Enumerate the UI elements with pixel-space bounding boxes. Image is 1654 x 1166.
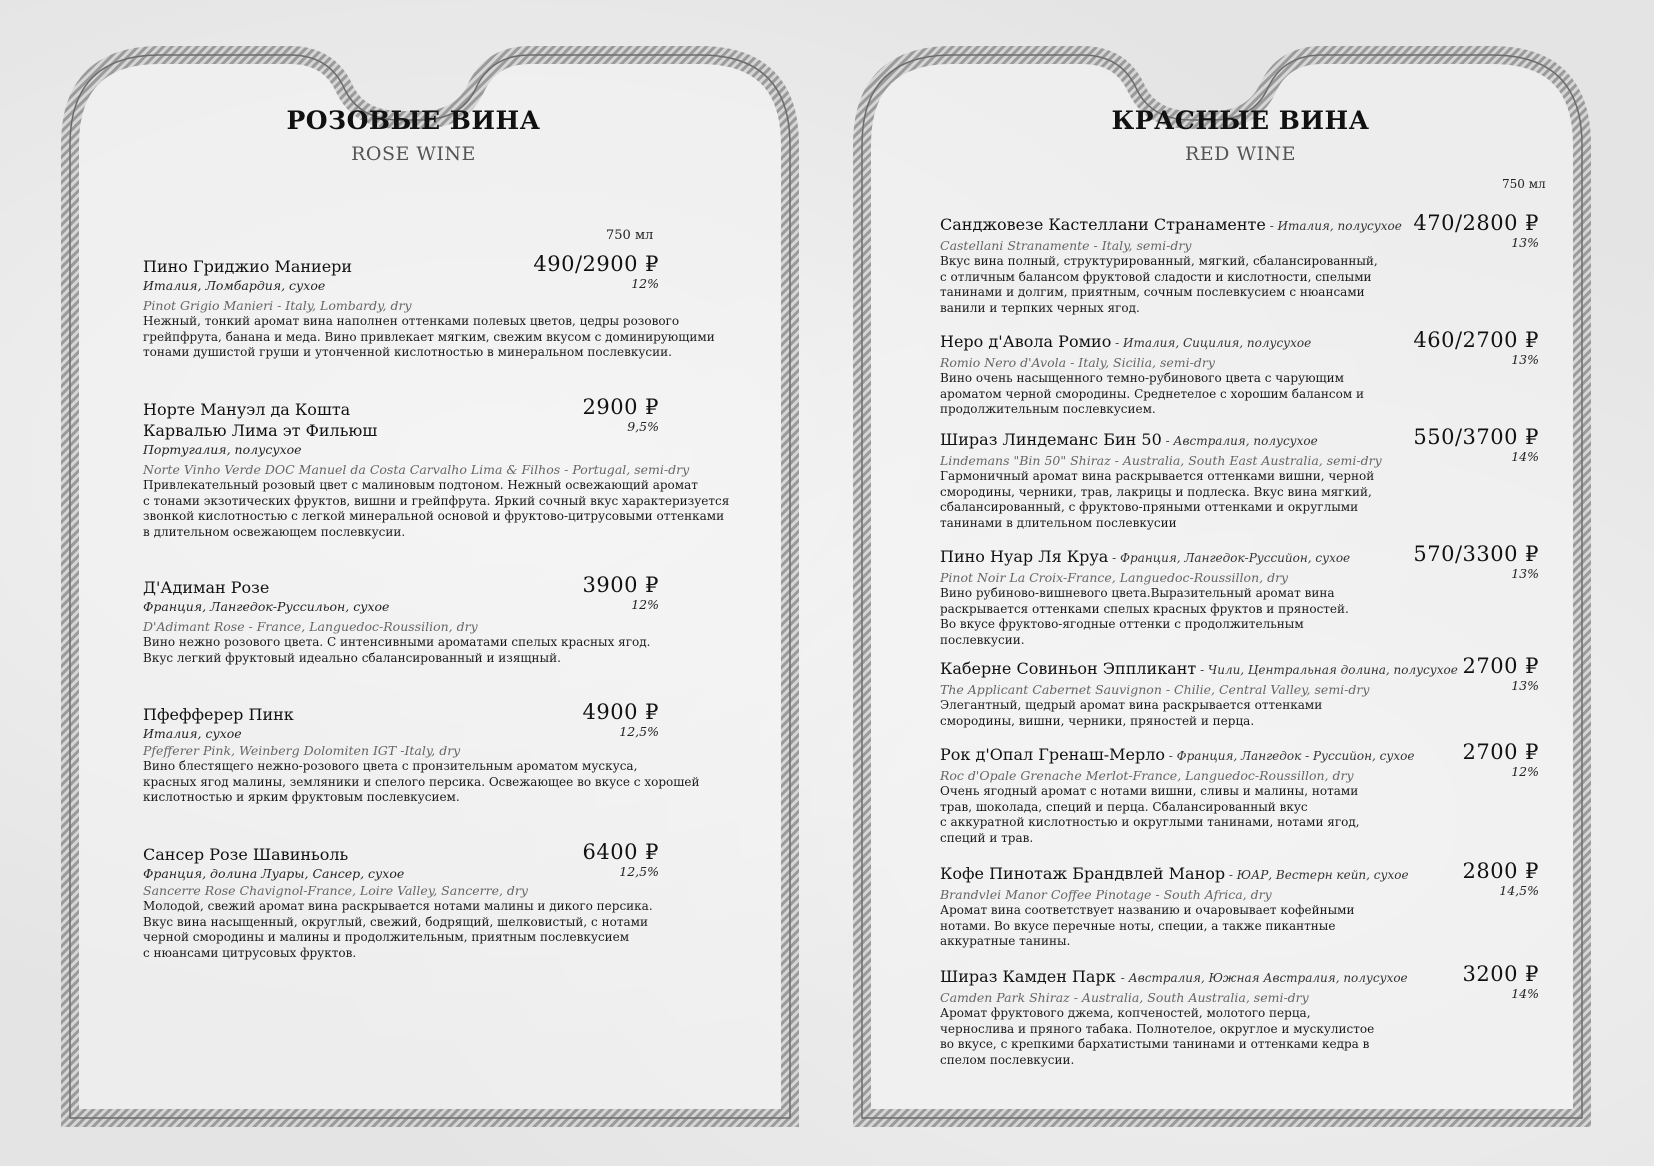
wine-origin: Италия, Ломбардия, сухое (143, 278, 326, 293)
wine-description-line: в длительном освежающем послевкусии. (143, 524, 406, 539)
wine-abv: 12% (631, 276, 659, 291)
wine-description-line: Вино нежно розового цвета. С интенсивными ароматами спелых красных ягод. (143, 635, 651, 649)
wine-price-block (1413, 542, 1539, 582)
wine-description-line: звонкой кислотностью с легкой минеральной основой и фруктово-цитрусовыми оттенками (143, 509, 725, 523)
wine-item (940, 658, 1458, 729)
wine-price-block (1413, 211, 1539, 251)
wine-description-line: нотами. Во вкусе перечные ноты, специи, а также пикантные (940, 918, 1336, 933)
wine-name: Пино Гриджио Маниери (143, 257, 353, 276)
wine-description-line: Вино рубиново-вишневого цвета.Выразительный аромат вина (940, 586, 1335, 600)
wine-abv: 12,5% (619, 864, 659, 879)
wine-origin: Италия, сухое (143, 726, 242, 741)
wine-item (143, 577, 650, 666)
wine-price: 470/2800 ₽ (1413, 211, 1539, 235)
wine-name: Норте Мануэл да Кошта (143, 400, 351, 419)
wine-description-line: Очень ягодный аромат с нотами вишни, сливы и малины, нотами (940, 784, 1359, 798)
wine-description-line: грейпфрута, банана и меда. Вино привлекает мягким, свежим вкусом с доминирующими (143, 329, 715, 344)
wine-price-block (1413, 425, 1539, 465)
wine-description-line: раскрывается оттенками спелых красных фруктов и пряностей. (940, 601, 1349, 616)
wine-description-line: смородины, черники, трав, лакрицы и подлеска. Вкус вина мягкий, (940, 484, 1372, 499)
wine-name: Сансер Розе Шавиньоль (143, 845, 349, 864)
wine-name-en: Romio Nero d'Avola - Italy, Sicilia, semi-dry (940, 355, 1215, 370)
wine-description-line: Гармоничный аромат вина раскрывается оттенками вишни, черной (940, 469, 1375, 483)
wine-name-en: Pinot Noir La Croix-France, Languedoc-Roussillon, dry (940, 570, 1289, 585)
wine-description-line: танинами в длительном послевкусии (940, 515, 1177, 530)
wine-name: Пфефферер Пинк (143, 705, 294, 724)
wine-abv: 13% (1511, 235, 1539, 250)
wine-name: Каберне Совиньон Эппликант (940, 659, 1197, 678)
wine-description-line: аккуратные танины. (940, 934, 1071, 948)
wine-name-en: Lindemans "Bin 50" Shiraz - Australia, South East Australia, semi-dry (940, 453, 1382, 468)
wine-origin: - Чили, Центральная долина, полусухое (1196, 663, 1458, 677)
wine-price-block (1463, 654, 1539, 694)
wine-item (940, 429, 1382, 531)
wine-price: 2700 ₽ (1462, 740, 1539, 764)
wine-price-block (1463, 962, 1539, 1002)
wine-price-block (583, 700, 659, 740)
wine-origin: Франция, долина Луары, Сансер, сухое (143, 866, 405, 881)
wine-abv: 13% (1511, 566, 1539, 581)
wine-description-line: красных ягод малины, земляники и спелого персика. Освежающее во вкусе с хорошей (143, 774, 700, 789)
wine-abv: 14% (1511, 449, 1539, 464)
wine-description-line: с нюансами цитрусовых фруктов. (143, 945, 357, 960)
wine-origin: Франция, Лангедок-Руссильон, сухое (143, 599, 390, 614)
wine-abv: 14% (1511, 986, 1539, 1001)
wine-name: Неро д'Авола Ромио (940, 332, 1112, 351)
wine-name: Санджовезе Кастеллани Странаменте (940, 215, 1266, 234)
wine-name: Кофе Пинотаж Брандвлей Манор (940, 864, 1226, 883)
wine-description-line: Вкус вина полный, структурированный, мягкий, сбалансированный, (940, 254, 1378, 268)
wine-name: Шираз Камден Парк (940, 967, 1121, 986)
wine-origin: - Австралия, полусухое (1161, 434, 1318, 448)
wine-description-line: во вкусе, с крепкими бархатистыми танинами и оттенками кедра в (940, 1037, 1370, 1051)
wine-name: Рок д'Опал Гренаш-Мерло (940, 745, 1165, 764)
wine-price-block (583, 840, 659, 880)
wine-name-en: Brandvlei Manor Coffee Pinotage - South Africa, dry (940, 887, 1272, 902)
red-volume: 750 мл (1502, 177, 1546, 191)
wine-description-line: с тонами экзотических фруктов, вишни и грейпфрута. Яркий сочный вкус характеризуется (143, 493, 730, 508)
wine-description-line: Во вкусе фруктово-ягодные оттенки с продолжительным (940, 617, 1304, 631)
wine-origin: Португалия, полусухое (143, 442, 302, 457)
wine-name-en: Norte Vinho Verde DOC Manuel da Costa Carvalho Lima & Filhos - Portugal, semi-dry (143, 462, 690, 477)
wine-description-line: кислотностью и ярким фруктовым послевкусием. (143, 790, 460, 804)
wine-item (940, 331, 1364, 418)
wine-name: Шираз Линдеманс Бин 50 (940, 430, 1162, 449)
wine-name: Пино Нуар Ля Круа (940, 547, 1109, 566)
wine-description-line: трав, шоколада, специй и перца. Сбалансированный вкус (940, 799, 1308, 814)
wine-item (940, 744, 1414, 846)
wine-item (940, 546, 1350, 648)
wine-description-line: с аккуратной кислотностью и округлыми танинами, нотами ягод, (940, 815, 1360, 829)
wine-name-en: Pfefferer Pink, Weinberg Dolomiten IGT -Italy, dry (143, 743, 461, 758)
wine-price: 460/2700 ₽ (1413, 328, 1539, 352)
wine-origin: - Франция, Лангедок-Руссийон, сухое (1108, 551, 1351, 565)
wine-description-line: сбалансированный, с фруктово-пряными оттенками и округлыми (940, 500, 1359, 514)
wine-name-en: Roc d'Opale Grenache Merlot-France, Languedoc-Roussillon, dry (940, 768, 1354, 783)
wine-description-line: Нежный, тонкий аромат вина наполнен оттенками полевых цветов, цедры розового (143, 314, 680, 328)
wine-item (940, 214, 1402, 316)
wine-price-block (1413, 328, 1539, 368)
wine-description-line: спелом послевкусии. (940, 1052, 1075, 1067)
wine-description-line: послевкусии. (940, 632, 1025, 647)
wine-description-line: с отличным балансом фруктовой сладости и кислотности, спелыми (940, 269, 1372, 284)
wine-item (940, 966, 1408, 1068)
wine-name-en: Castellani Stranamente - Italy, semi-dry (940, 238, 1192, 253)
wine-description-line: продолжительным послевкусием. (940, 402, 1156, 416)
wine-name-line2: Карвалью Лима эт Фильюш (143, 421, 378, 440)
wine-item (940, 863, 1409, 950)
wine-price: 3200 ₽ (1462, 962, 1539, 986)
wine-name-en: Pinot Grigio Manieri - Italy, Lombardy, dry (143, 298, 412, 313)
wine-description-line: Аромат вина соответствует названию и очаровывает кофейными (940, 903, 1355, 917)
wine-origin: - Италия, полусухое (1265, 219, 1402, 233)
wine-abv: 12% (1511, 764, 1539, 779)
wine-description-line: Элегантный, щедрый аромат вина раскрывается оттенками (940, 698, 1323, 712)
wine-abv: 12% (631, 597, 659, 612)
wine-description-line: танинами и долгим, приятным, сочным послевкусием с нюансами (940, 285, 1365, 299)
wine-abv: 9,5% (627, 419, 659, 434)
wine-description-line: Вкус легкий фруктовый идеально сбалансированный и изящный. (143, 650, 561, 665)
wine-price-block (1463, 859, 1539, 899)
wine-origin: - Австралия, Южная Австралия, полусухое (1120, 971, 1408, 985)
wine-description-line: Молодой, свежий аромат вина раскрывается нотами малины и дикого персика. (143, 899, 653, 913)
wine-description-line: Вино очень насыщенного темно-рубинового цвета с чарующим (940, 371, 1345, 385)
wine-name-en: The Applicant Cabernet Sauvignon - Chilie, Central Valley, semi-dry (940, 682, 1370, 697)
wine-name: Д'Адиман Розе (143, 578, 270, 597)
wine-price: 2700 ₽ (1462, 654, 1539, 678)
wine-price: 2800 ₽ (1462, 859, 1539, 883)
wine-origin: - Франция, Лангедок - Руссийон, сухое (1164, 749, 1415, 763)
wine-description-line: Аромат фруктового джема, копченостей, молотого перца, (940, 1006, 1311, 1020)
wine-description-line: ароматом черной смородины. Среднетелое с хорошим балансом и (940, 386, 1365, 401)
red-title-ru: КРАСНЫЕ ВИНА (1111, 106, 1370, 135)
wine-origin: - ЮАР, Вестерн кейп, сухое (1225, 868, 1409, 882)
wine-price: 4900 ₽ (582, 700, 659, 724)
wine-description-line: Вкус вина насыщенный, округлый, свежий, бодрящий, шелковистый, с нотами (143, 914, 648, 929)
wine-price-block (583, 395, 659, 435)
wine-price: 570/3300 ₽ (1413, 542, 1539, 566)
wine-name-en: Sancerre Rose Chavignol-France, Loire Valley, Sancerre, dry (143, 883, 528, 898)
wine-abv: 12,5% (619, 724, 659, 739)
wine-name-en: D'Adimant Rose - France, Languedoc-Roussilion, dry (143, 619, 478, 634)
rose-volume: 750 мл (606, 228, 654, 243)
wine-price: 2900 ₽ (582, 395, 659, 419)
wine-abv: 14,5% (1499, 883, 1539, 898)
wine-name-en: Camden Park Shiraz - Australia, South Australia, semi-dry (940, 990, 1309, 1005)
rose-title-en: ROSE WINE (351, 143, 476, 165)
wine-description-line: Привлекательный розовый цвет с малиновым подтоном. Нежный освежающий аромат (143, 478, 698, 492)
wine-price: 550/3700 ₽ (1413, 425, 1539, 449)
wine-item (143, 844, 653, 961)
rose-heading (0, 106, 827, 165)
wine-abv: 13% (1511, 352, 1539, 367)
wine-price-block (533, 252, 659, 292)
wine-description-line: Вино блестящего нежно-розового цвета с пронзительным ароматом мускуса, (143, 759, 638, 773)
wine-description-line: смородины, вишни, черники, пряностей и перца. (940, 713, 1255, 728)
red-title-en: RED WINE (1185, 143, 1296, 165)
wine-description-line: специй и трав. (940, 830, 1034, 845)
wine-price-block (583, 573, 659, 613)
wine-description-line: чернослива и пряного табака. Полнотелое, округлое и мускулистое (940, 1021, 1375, 1036)
wine-abv: 13% (1511, 678, 1539, 693)
wine-price: 6400 ₽ (582, 840, 659, 864)
rose-title-ru: РОЗОВЫЕ ВИНА (286, 106, 541, 135)
wine-description-line: черной смородины и малины и продолжительным, приятным послевкусием (143, 930, 630, 944)
wine-price: 3900 ₽ (582, 573, 659, 597)
wine-description-line: ванили и терпких черных ягод. (940, 300, 1140, 315)
wine-description-line: тонами душистой груши и утонченной кислотностью в минеральном послевкусии. (143, 345, 672, 359)
red-wine-page (827, 0, 1654, 1166)
wine-origin: - Италия, Сицилия, полусухое (1111, 336, 1312, 350)
wine-price-block (1463, 740, 1539, 780)
wine-price: 490/2900 ₽ (533, 252, 659, 276)
red-heading (827, 106, 1654, 165)
